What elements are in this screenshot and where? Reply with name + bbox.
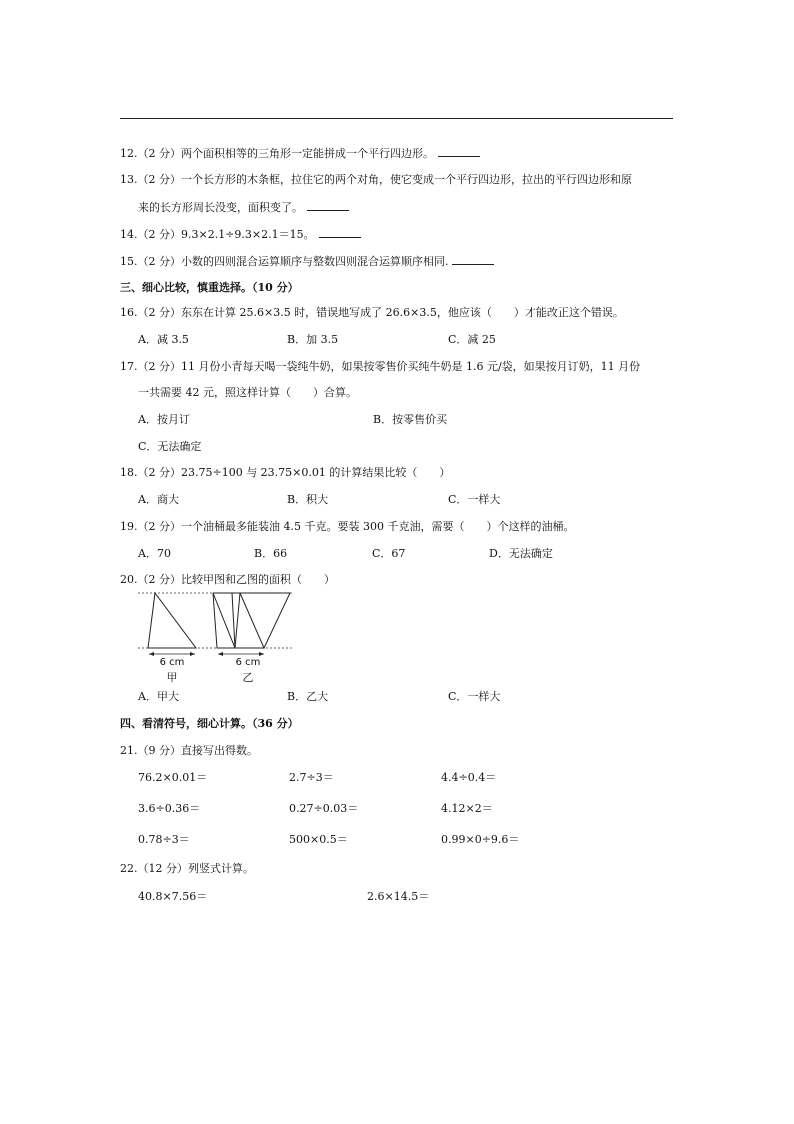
calc-item: 4.12×2＝ bbox=[441, 802, 493, 815]
arrow-right-icon bbox=[190, 652, 195, 656]
vertical-calc-item: 2.6×14.5＝ bbox=[367, 890, 430, 903]
section-4-heading: 四、看清符号，细心计算。（36 分） bbox=[120, 717, 299, 730]
calc-item: 3.6÷0.36＝ bbox=[138, 802, 201, 815]
question-13-continued: 来的长方形周长没变，面积变了。 bbox=[138, 199, 349, 216]
q16-option-b[interactable]: B．加 3.5 bbox=[287, 333, 339, 346]
question-12: 12.（2 分）两个面积相等的三角形一定能拼成一个平行四边形。 bbox=[120, 145, 480, 162]
q17-option-b[interactable]: B．按零售价买 bbox=[373, 413, 448, 426]
question-13: 13.（2 分）一个长方形的木条框，拉住它的两个对角，使它变成一个平行四边形，拉出的平行四边形和原 bbox=[120, 173, 632, 186]
q20-option-b[interactable]: B．乙大 bbox=[287, 690, 329, 703]
q18-option-c[interactable]: C．一样大 bbox=[448, 493, 501, 506]
vertical-calc-item: 40.8×7.56＝ bbox=[138, 890, 208, 903]
question-18: 18.（2 分）23.75÷100 与 23.75×0.01 的计算结果比较（ ） bbox=[120, 466, 451, 479]
calc-item: 0.99×0÷9.6＝ bbox=[441, 833, 520, 846]
calc-item: 500×0.5＝ bbox=[289, 833, 348, 846]
q18-option-a[interactable]: A．商大 bbox=[138, 493, 179, 506]
section-3-heading: 三、细心比较，慎重选择。（10 分） bbox=[120, 281, 299, 294]
calc-item: 0.27÷0.03＝ bbox=[289, 802, 359, 815]
question-22: 22.（12 分）列竖式计算。 bbox=[120, 862, 254, 875]
q19-option-c[interactable]: C．67 bbox=[372, 547, 406, 560]
question-14: 14.（2 分）9.3×2.1÷9.3×2.1＝15。 bbox=[120, 226, 361, 243]
question-15: 15.（2 分）小数的四则混合运算顺序与整数四则混合运算顺序相同. bbox=[120, 253, 494, 270]
triangle-yi-middle bbox=[232, 593, 240, 648]
q19-option-d[interactable]: D．无法确定 bbox=[489, 547, 553, 560]
figure-name-yi: 乙 bbox=[242, 671, 254, 684]
question-17: 17.（2 分）11 月份小青每天喝一袋纯牛奶，如果按零售价买纯牛奶是 1.6 元/袋，如果按月订奶，11 月份 bbox=[120, 360, 641, 373]
question-21: 21.（9 分）直接写出得数。 bbox=[120, 744, 258, 757]
triangle-yi-left bbox=[213, 593, 235, 648]
arrow-left-icon bbox=[218, 652, 223, 656]
q19-option-a[interactable]: A．70 bbox=[138, 547, 171, 560]
q16-option-c[interactable]: C．减 25 bbox=[448, 333, 496, 346]
length-label-yi: 6 cm bbox=[235, 657, 261, 668]
q20-option-c[interactable]: C．一样大 bbox=[448, 690, 501, 703]
q20-option-a[interactable]: A．甲大 bbox=[138, 690, 179, 703]
q19-option-b[interactable]: B．66 bbox=[254, 547, 288, 560]
calc-item: 2.7÷3＝ bbox=[289, 771, 334, 784]
q18-option-b[interactable]: B．积大 bbox=[287, 493, 329, 506]
triangle-jia bbox=[148, 593, 196, 648]
triangle-yi-right bbox=[240, 593, 290, 648]
q17-option-a[interactable]: A．按月订 bbox=[138, 413, 190, 426]
figure-name-jia: 甲 bbox=[166, 671, 178, 684]
arrow-right-icon bbox=[259, 652, 264, 656]
calc-item: 0.78÷3＝ bbox=[138, 833, 190, 846]
calc-item: 4.4÷0.4＝ bbox=[441, 771, 497, 784]
question-19: 19.（2 分）一个油桶最多能装油 4.5 千克。要装 300 千克油，需要（ ）个这样的油桶。 bbox=[120, 520, 575, 533]
q17-option-c[interactable]: C．无法确定 bbox=[138, 440, 202, 453]
calc-item: 76.2×0.01＝ bbox=[138, 771, 208, 784]
length-label-jia: 6 cm bbox=[159, 657, 185, 668]
question-20: 20.（2 分）比较甲图和乙图的面积（ ） bbox=[120, 573, 335, 586]
q16-option-a[interactable]: A．减 3.5 bbox=[138, 333, 189, 346]
question-16: 16.（2 分）东东在计算 25.6×3.5 时，错误地写成了 26.6×3.5，他应该（ ）才能改正这个错误。 bbox=[120, 306, 624, 319]
question-17-continued: 一共需要 42 元，照这样计算（ ）合算。 bbox=[138, 386, 357, 399]
arrow-left-icon bbox=[149, 652, 154, 656]
